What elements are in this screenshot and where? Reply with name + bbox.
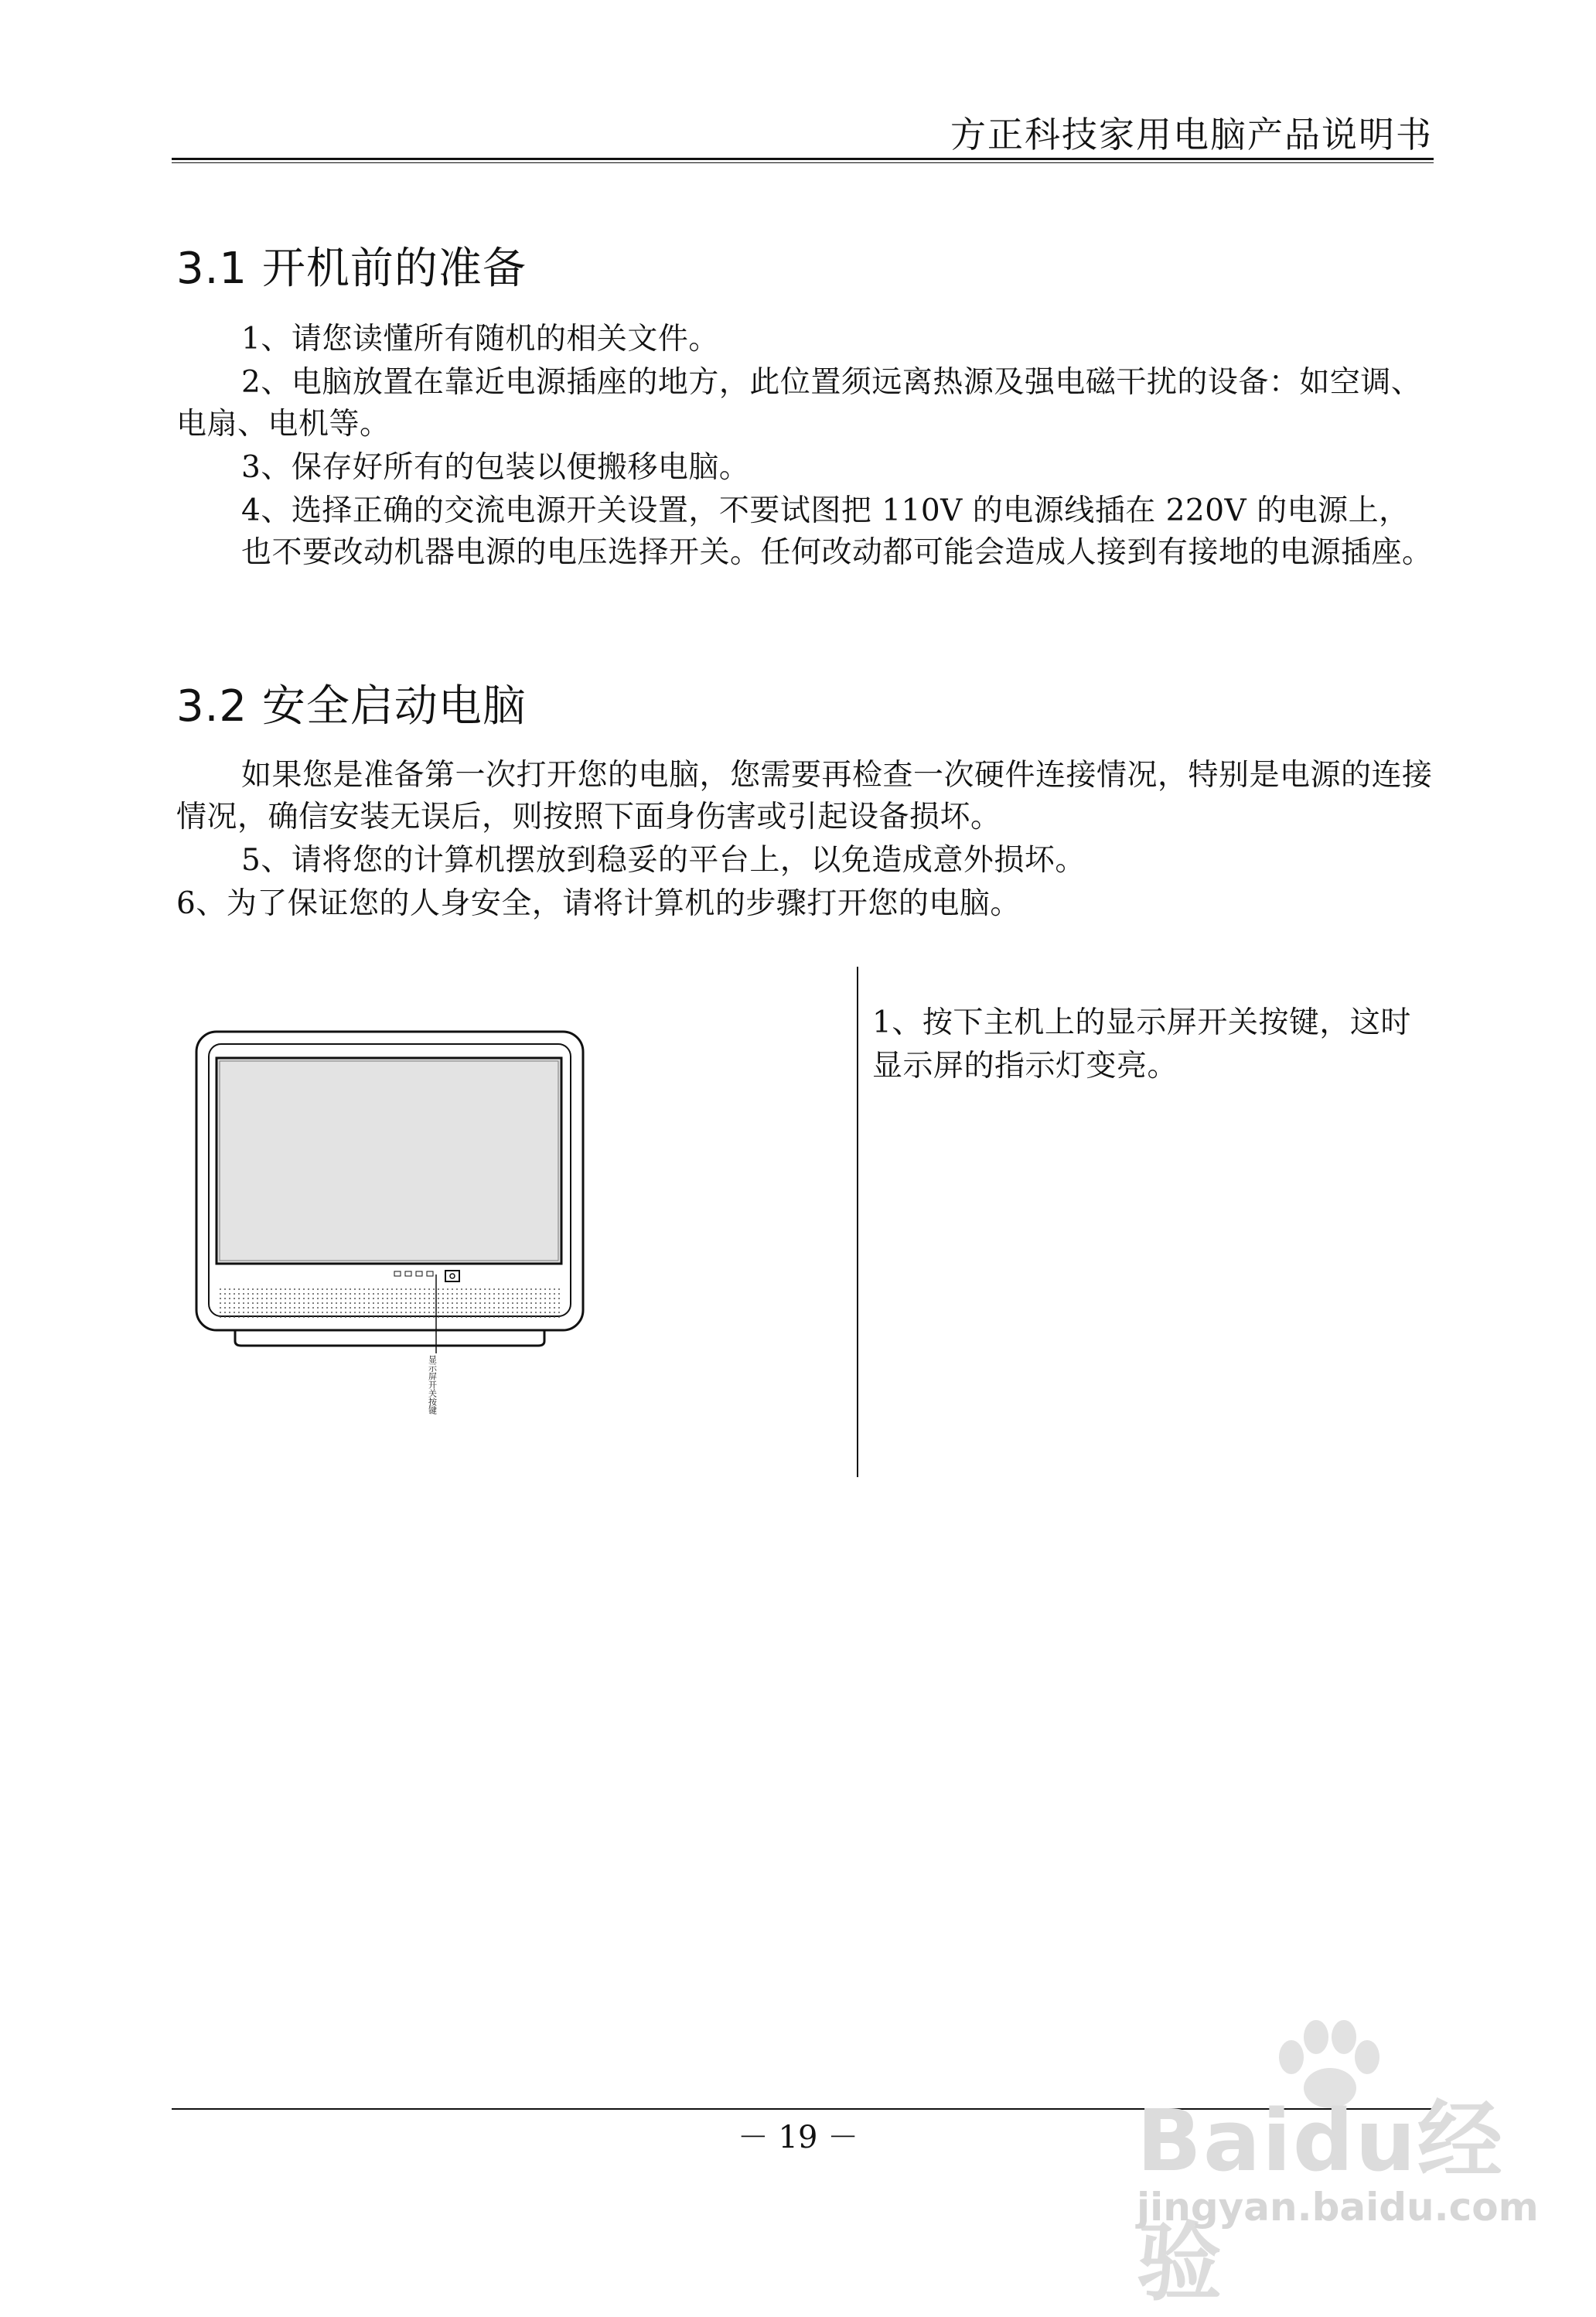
section-1-title: 3.1 开机前的准备	[176, 244, 527, 294]
header-title: 方正科技家用电脑产品说明书	[950, 114, 1433, 155]
monitor-illustration	[172, 967, 852, 1493]
section-1-item-3: 3、保存好所有的包装以便搬移电脑。	[241, 450, 750, 485]
column-divider	[857, 967, 858, 1477]
section-2-title: 3.2 安全启动电脑	[176, 681, 527, 732]
section-1-item-4: 4、选择正确的交流电源开关设置，不要试图把 110V 的电源线插在 220V 的电源上，也不要改动机器电源的电压选择开关。任何改动都可能会造成人接到有接地的电源插座。	[241, 493, 1433, 570]
section-1-item-2: 2、电脑放置在靠近电源插座的地方，此位置须远离热源及强电磁干扰的设备：如空调、电扇、电机等。	[176, 365, 1422, 442]
watermark	[1137, 2018, 1539, 2312]
watermark-brand: Baidu经验	[1137, 2091, 1504, 2312]
section-2-intro: 如果您是准备第一次打开您的电脑，您需要再检查一次硬件连接情况，特别是电源的连接情况，确信安装无误后，则按照下面身伤害或引起设备损坏。	[176, 758, 1433, 834]
section-1-item-1: 1、请您读懂所有随机的相关文件。	[241, 322, 719, 357]
speaker-grille	[218, 1285, 561, 1319]
monitor-figure	[172, 967, 852, 1493]
section-2-item-6: 6、为了保证您的人身安全，请将计算机的步骤打开您的电脑。	[176, 886, 1021, 921]
monitor-screen	[217, 1058, 561, 1264]
monitor-stand	[235, 1330, 544, 1346]
header-rule	[172, 158, 1434, 163]
watermark-url: jingyan.baidu.com	[1137, 2185, 1539, 2230]
step-1-text: 1、按下主机上的显示屏开关按键，这时显示屏的指示灯变亮。	[872, 1005, 1411, 1083]
page-number: － 19 －	[737, 2120, 859, 2155]
section-2-item-5: 5、请将您的计算机摆放到稳妥的平台上，以免造成意外损坏。	[241, 843, 1086, 878]
callout-label: 显示屏开关按键	[427, 1355, 438, 1414]
